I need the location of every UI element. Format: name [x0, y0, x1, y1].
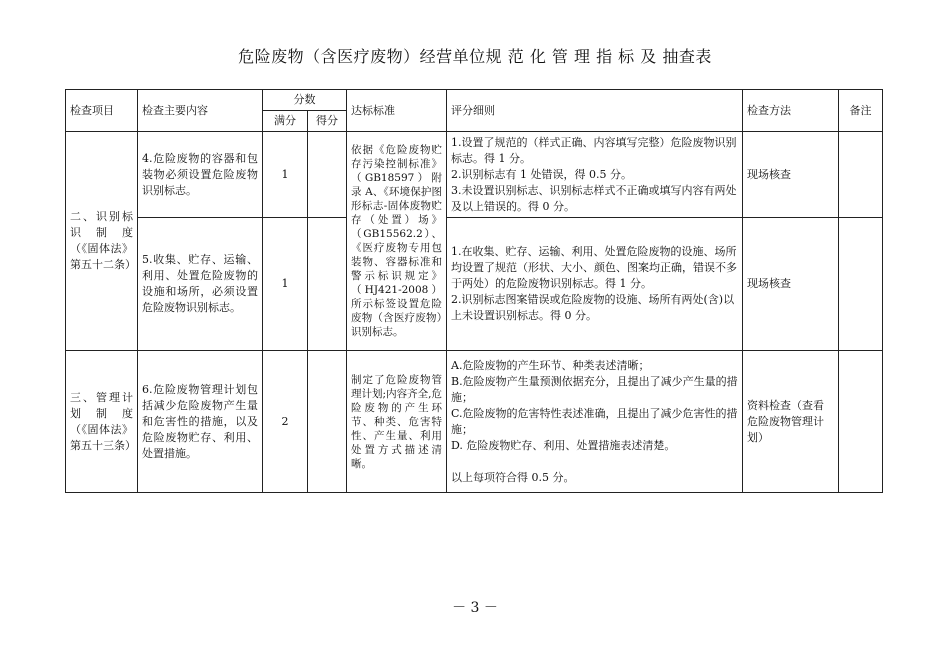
full-score-cell: 2: [263, 351, 308, 493]
table-row: [66, 351, 883, 493]
note-cell: [839, 351, 883, 493]
header-got: 得分: [308, 111, 347, 132]
table-row: [66, 132, 883, 218]
content-cell: 6.危险废物管理计划包括减少危险废物产生量和危害性的措施，以及危险废物贮存、利用、处置措施。: [138, 351, 263, 493]
content-cell: 4.危险废物的容器和包装物必须设置危险废物识别标志。: [138, 132, 263, 218]
got-score-cell: [308, 132, 347, 218]
method-cell: 资料检查（查看危险废物管理计划）: [743, 351, 839, 493]
header-row: [66, 90, 883, 111]
header-detail: 评分细则: [447, 90, 743, 132]
header-standard: 达标标准: [347, 90, 447, 132]
detail-cell: 1.在收集、贮存、运输、利用、处置危险废物的设施、场所均设置了规范（形状、大小、颜色、图案均正确，错误不多于两处）的危险废物识别标志。得 1 分。 2.识别标志图案错误或危险废物的设施、场所有两处(含)以上未设置识别标志。得 0 分。: [447, 218, 743, 351]
item-cell: 二、识别标识 制 度（《固体法》第五十二条）: [66, 132, 138, 351]
item-cell: 三、管理计划 制 度（《固体法》第五十三条）: [66, 351, 138, 493]
header-method: 检查方法: [743, 90, 839, 132]
method-cell: 现场核查: [743, 132, 839, 218]
content-cell: 5.收集、贮存、运输、利用、处置危险废物的设施和场所，必须设置危险废物识别标志。: [138, 218, 263, 351]
got-score-cell: [308, 351, 347, 493]
header-item: 检查项目: [66, 90, 138, 132]
standard-cell: 制定了危险废物管理计划;内容齐全,危险废物的产生环节、种类、危害特性、产生量、利用处置方式描述清晰。: [347, 351, 447, 493]
header-content: 检查主要内容: [138, 90, 263, 132]
full-score-cell: 1: [263, 218, 308, 351]
inspection-table: [65, 89, 883, 493]
detail-cell: A.危险废物的产生环节、种类表述清晰； B.危险废物产生量预测依据充分，且提出了减少产生量的措施； C.危险废物的危害特性表述准确，且提出了减少危害性的措施； D. 危险废物贮存、利用、处置措施表述清楚。 以上每项符合得 0.5 分。: [447, 351, 743, 493]
header-score: 分数: [263, 90, 347, 111]
method-cell: 现场核查: [743, 218, 839, 351]
got-score-cell: [308, 218, 347, 351]
header-full: 满分: [263, 111, 308, 132]
full-score-cell: 1: [263, 132, 308, 218]
page-number: － 3 －: [452, 600, 498, 616]
note-cell: [839, 132, 883, 218]
table-row: [66, 218, 883, 351]
note-cell: [839, 218, 883, 351]
page-title: 危险废物（含医疗废物）经营单位规 范 化 管 理 指 标 及 抽查表: [238, 47, 712, 66]
detail-cell: 1.设置了规范的（样式正确、内容填写完整）危险废物识别标志。得 1 分。 2.识别标志有 1 处错误，得 0.5 分。 3.未设置识别标志、识别标志样式不正确或填写内容有两处及以上错误的。得 0 分。: [447, 132, 743, 218]
standard-cell: 依据《危险废物贮存污染控制标准》（GB18597）附录 A、《环境保护图形标志-固体废物贮存（处置）场》（GB15562.2）、《医疗废物专用包装物、容器标准和警示标识规定》（HJ421-2008）所示标签设置危险废物（含医疗废物）识别标志。: [347, 132, 447, 351]
header-note: 备注: [839, 90, 883, 132]
